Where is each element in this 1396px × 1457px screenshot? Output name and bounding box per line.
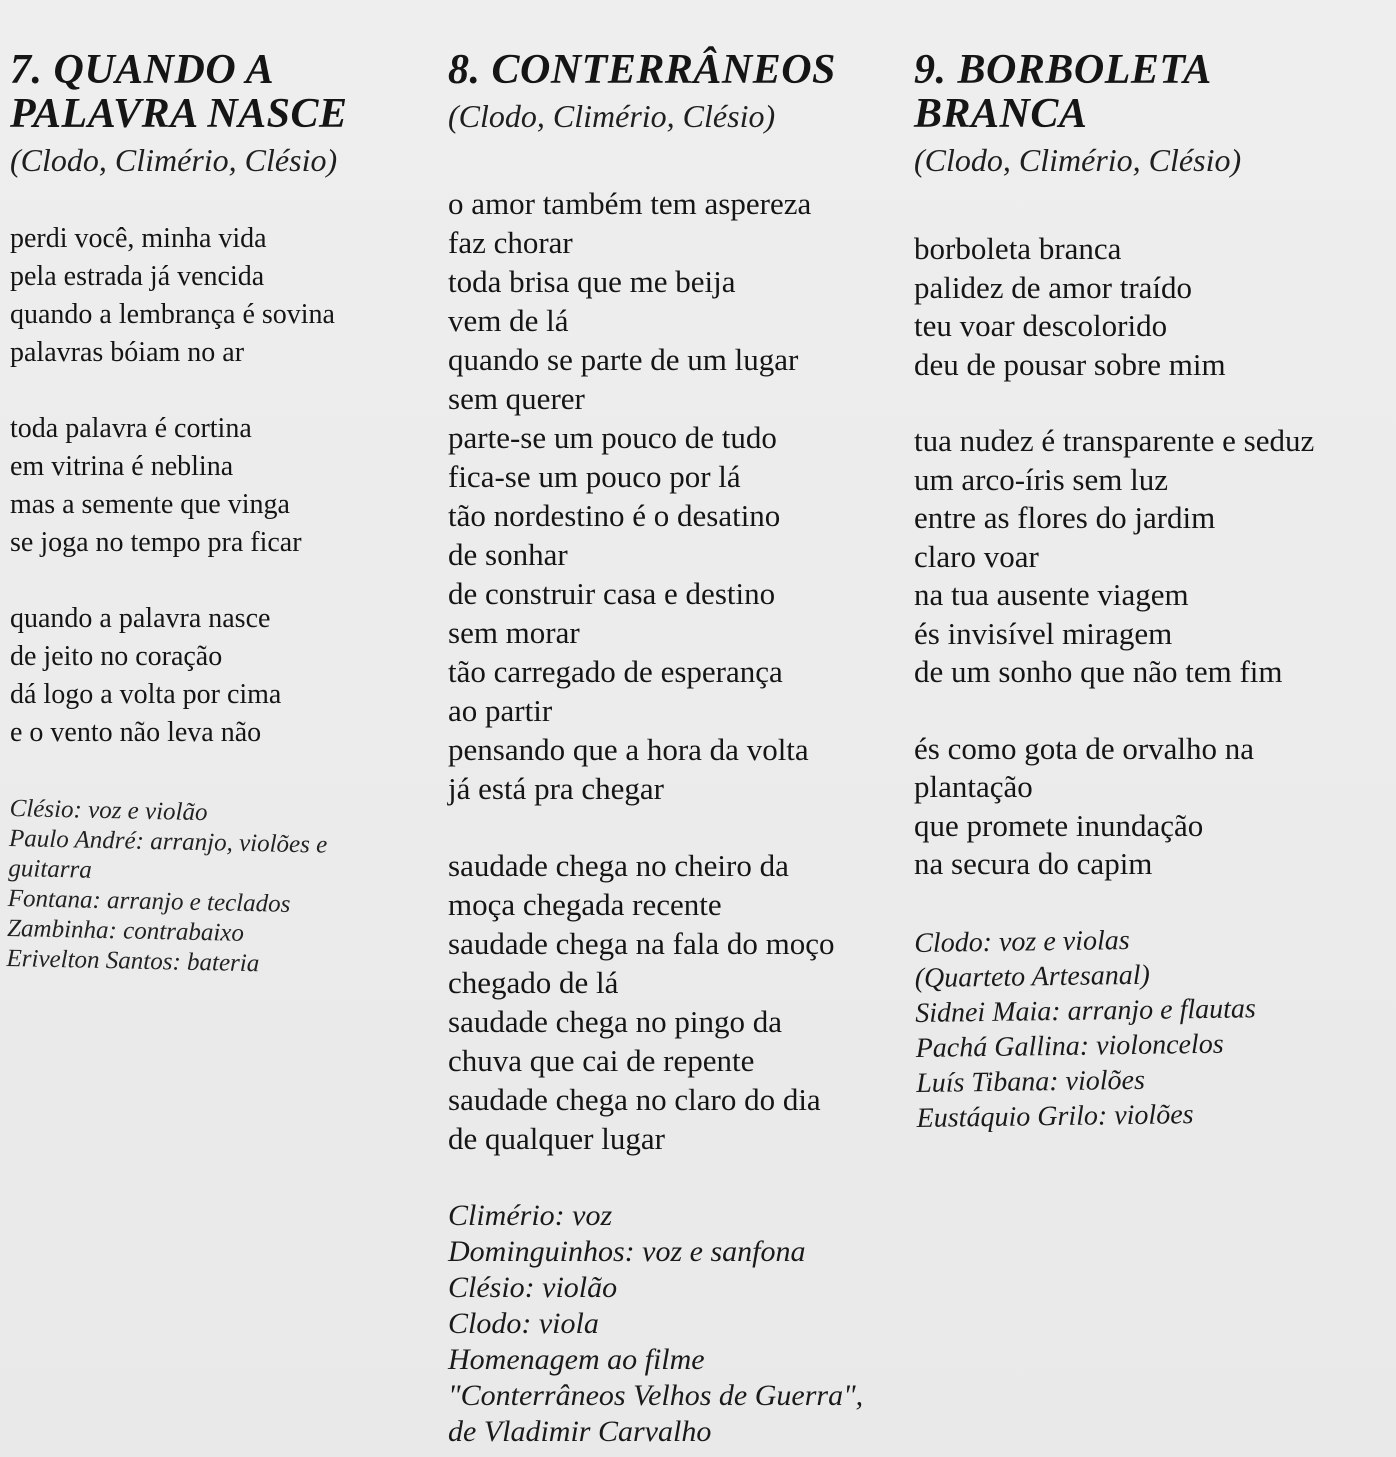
lyric-line: chuva que cai de repente <box>448 1043 755 1078</box>
title-line: PALAVRA NASCE <box>10 91 348 137</box>
lyric-line: claro voar <box>914 538 1039 574</box>
stanza <box>10 600 430 752</box>
song-7-column <box>6 47 430 978</box>
credit-line: Climério: voz <box>448 1199 613 1232</box>
song-7-composers: (Clodo, Climério, Clésio) <box>10 142 338 178</box>
lyric-line: na secura do capim <box>914 846 1153 881</box>
lyric-line: és como gota de orvalho na <box>914 730 1255 766</box>
lyric-line: quando a palavra nasce <box>10 603 271 634</box>
lyric-line: sem morar <box>448 615 580 650</box>
credit-line: "Conterrâneos Velhos de Guerra", <box>448 1379 864 1412</box>
lyric-line: em vitrina é neblina <box>10 451 234 482</box>
lyric-line: um arco-íris sem luz <box>914 461 1168 497</box>
lyric-line: vem de lá <box>448 303 569 338</box>
lyric-line: toda palavra é cortina <box>10 413 252 444</box>
credit-line: Paulo André: arranjo, violões e guitarra <box>8 824 328 884</box>
song-7-lyrics <box>10 220 430 752</box>
song-8-credits <box>448 1198 898 1450</box>
lyric-line: saudade chega na fala do moço <box>448 926 835 961</box>
stanza <box>914 422 1384 692</box>
credit-line: (Quarteto Artesanal) <box>914 959 1151 994</box>
title-line: 7. QUANDO A <box>10 47 275 93</box>
credit-line: Erivelton Santos: bateria <box>6 944 260 978</box>
credit-line: Eustáquio Grilo: violões <box>916 1098 1194 1134</box>
credit-line: Clodo: voz e violas <box>914 924 1130 959</box>
lyric-line: saudade chega no pingo da <box>448 1004 782 1039</box>
credit-line: Homenagem ao filme <box>448 1343 705 1376</box>
lyric-line: pela estrada já vencida <box>10 261 265 292</box>
credit-line: Zambinha: contrabaixo <box>6 914 245 947</box>
stanza <box>914 230 1384 384</box>
title-line: BRANCA <box>914 91 1088 137</box>
song-7-title <box>10 48 430 136</box>
lyric-line: chegado de lá <box>448 965 619 1000</box>
song-8-title <box>448 48 898 92</box>
credit-line: Pachá Gallina: violoncelos <box>915 1028 1224 1064</box>
lyric-line: tua nudez é transparente e seduz <box>914 423 1315 458</box>
lyric-line: saudade chega no claro do dia <box>448 1082 821 1117</box>
credit-line: Clésio: violão <box>448 1271 618 1304</box>
song-9-title <box>914 48 1384 136</box>
song-9-column <box>914 48 1384 1136</box>
lyric-line: plantação <box>914 769 1033 804</box>
stanza <box>10 410 430 562</box>
lyric-line: deu de pousar sobre mim <box>914 346 1226 382</box>
lyric-line: mas a semente que vinga <box>10 489 290 520</box>
title-line: 9. BORBOLETA <box>914 47 1212 93</box>
song-8-lyrics <box>448 184 898 1158</box>
credit-line: de Vladimir Carvalho <box>448 1415 712 1448</box>
lyric-line: o amor também tem aspereza <box>448 186 812 221</box>
credit-line: Dominguinhos: voz e sanfona <box>448 1235 806 1268</box>
lyric-line: és invisível miragem <box>914 615 1173 651</box>
lyric-line: tão carregado de esperança <box>448 654 783 689</box>
lyric-line: borboleta branca <box>914 231 1122 266</box>
lyric-line: ao partir <box>448 693 553 728</box>
lyric-line: quando a lembrança é sovina <box>10 299 335 330</box>
credit-line: Clodo: viola <box>448 1307 599 1340</box>
lyric-line: sem querer <box>448 381 585 416</box>
song-9-composers: (Clodo, Climério, Clésio) <box>914 142 1242 178</box>
lyric-line: entre as flores do jardim <box>914 500 1216 535</box>
stanza <box>448 846 898 1158</box>
credit-line: Sidnei Maia: arranjo e flautas <box>915 992 1257 1029</box>
lyric-line: que promete inundação <box>914 807 1204 843</box>
stanza <box>448 184 898 808</box>
lyric-line: teu voar descolorido <box>914 308 1168 343</box>
lyric-line: fica-se um pouco por lá <box>448 459 741 494</box>
lyric-line: palidez de amor traído <box>914 269 1193 305</box>
lyric-line: faz chorar <box>448 225 573 260</box>
stanza <box>10 220 430 372</box>
lyric-line: já está pra chegar <box>448 771 665 806</box>
lyric-line: saudade chega no cheiro da <box>448 848 789 883</box>
song-8-column <box>448 48 898 1450</box>
lyric-line: toda brisa que me beija <box>448 264 736 299</box>
song-8-composers: (Clodo, Climério, Clésio) <box>448 98 776 134</box>
lyric-line: de jeito no coração <box>10 641 223 672</box>
song-9-credits <box>914 919 1387 1136</box>
lyric-line: pensando que a hora da volta <box>448 732 809 767</box>
lyric-line: perdi você, minha vida <box>10 223 267 254</box>
stanza <box>914 730 1384 884</box>
song-7-credits <box>6 794 430 983</box>
title-line: 8. CONTERRÂNEOS <box>448 47 836 93</box>
lyric-line: e o vento não leva não <box>10 717 262 748</box>
lyric-line: de construir casa e destino <box>448 576 776 611</box>
credit-line: Fontana: arranjo e teclados <box>7 884 291 918</box>
lyric-line: parte-se um pouco de tudo <box>448 420 777 455</box>
credit-line: Clésio: voz e violão <box>9 794 208 827</box>
lyric-line: tão nordestino é o desatino <box>448 498 781 533</box>
lyric-line: de um sonho que não tem fim <box>914 654 1283 689</box>
song-9-lyrics <box>914 230 1384 884</box>
lyric-line: quando se parte de um lugar <box>448 342 799 377</box>
lyric-line: dá logo a volta por cima <box>10 679 282 710</box>
lyric-line: moça chegada recente <box>448 887 722 922</box>
lyric-line: na tua ausente viagem <box>914 577 1189 612</box>
lyric-line: se joga no tempo pra ficar <box>10 527 302 558</box>
lyric-line: palavras bóiam no ar <box>10 337 245 368</box>
lyric-line: de qualquer lugar <box>448 1121 665 1156</box>
credit-line: Luís Tibana: violões <box>915 1064 1146 1099</box>
lyric-line: de sonhar <box>448 537 568 572</box>
